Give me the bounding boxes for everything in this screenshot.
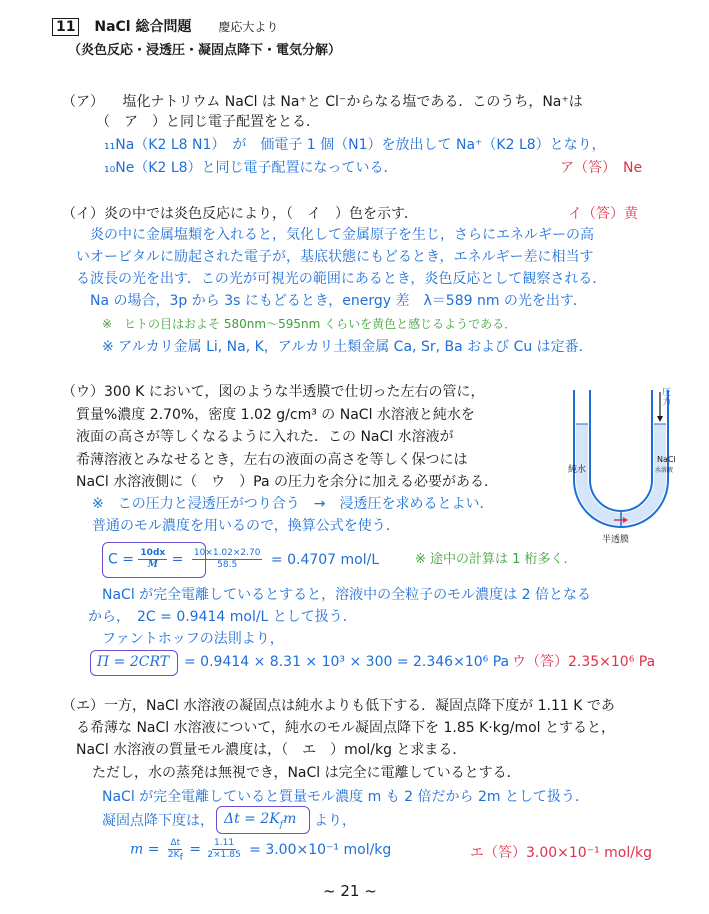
part-a-line2: （ ア ）と同じ電子配置をとる．: [96, 114, 320, 130]
part-e-line2: る希薄な NaCl 水溶液について，純水のモル凝固点降下を 1.85 K·kg/mol とすると，: [76, 720, 616, 736]
part-i-note2: ※ アルカリ金属 Li, Na, K，アルカリ土類金属 Ca, Sr, Ba および Cu は定番．: [102, 339, 593, 355]
part-u-line1: （ウ）300 K において，図のような半透膜で仕切った左右の管に，: [62, 384, 485, 400]
part-u-answer: ウ（答）2.35×10⁶ Pa: [512, 654, 656, 670]
part-i-expl3: る波長の光を出す．この光が可視光の範囲にあるとき，炎色反応として観察される．: [76, 271, 607, 287]
diagram-nacl-label: NaCl: [657, 455, 676, 464]
part-a-line1: （ア） 塩化ナトリウム NaCl は Na⁺と Cl⁻からなる塩である．このうち，Na⁺は: [62, 94, 583, 110]
diagram-membrane-label: 半透膜: [602, 535, 630, 545]
vant-hoff-formula: Π = 2CRT: [97, 654, 170, 670]
part-i-note1: ※ ヒトの目はおよそ 580nm〜595nm くらいを黄色と感じるようである．: [102, 317, 517, 331]
header: [52, 18, 278, 36]
part-i-expl2: いオービタルに励起された電子が，基底状態にもどるとき，エネルギー差に相当す: [76, 249, 594, 265]
diagram-nacl-sub-label: 水溶液: [655, 467, 674, 474]
problem-subtitle: （炎色反応・浸透圧・凝固点降下・電気分解）: [68, 43, 342, 58]
part-u-expl2: から， 2C = 0.9414 mol/L として扱う．: [88, 609, 357, 625]
part-i-line1: （イ）炎の中では炎色反応により，（ イ ）色を示す．: [62, 206, 418, 222]
freezing-formula-suffix: より，: [314, 813, 356, 829]
part-e-answer: エ（答）3.00×10⁻¹ mol/kg: [470, 845, 652, 861]
part-a-answer: ア（答） Ne: [560, 160, 643, 176]
part-u-note1: ※ この圧力と浸透圧がつり合う → 浸透圧を求めるとよい．: [92, 496, 494, 512]
part-e-line1: （エ）一方，NaCl 水溶液の凝固点は純水よりも低下する．凝固点降下度が 1.11 K であ: [62, 698, 615, 714]
problem-number: 11: [52, 18, 79, 36]
conversion-formula: C = $\frac{10dx}{M}$ = $\frac{10\times 1.02\times 2.70}{58.5}$ = 0.4707 mol/L: [108, 548, 380, 570]
problem-title: NaCl 総合問題: [94, 19, 192, 35]
part-i-answer: イ（答）黄: [568, 206, 638, 222]
part-e-line3: NaCl 水溶液の質量モル濃度は，（ エ ）mol/kg と求まる．: [76, 742, 467, 758]
part-u-line3: 液面の高さが等しくなるように入れた．この NaCl 水溶液が: [76, 429, 454, 445]
problem-source: 慶応大より: [218, 20, 279, 34]
part-e-expl2: 凝固点降下度は，: [102, 813, 214, 829]
part-e-expl1: NaCl が完全電離していると質量モル濃度 m も 2 倍だから 2m として扱う．: [102, 789, 589, 805]
page-number: ~ 21 ~: [323, 882, 377, 900]
diagram-pure-water-label: 純水: [568, 465, 587, 475]
part-a-expl2: ₁₀Ne（K2 L8）と同じ電子配置になっている．: [104, 160, 398, 176]
final-formula: m = $\frac{\Delta t}{2K_f}$ = $\frac{1.11}{2\times 1.85}$ = 3.00×10⁻¹ mol/kg: [130, 838, 392, 863]
part-u-line5: NaCl 水溶液側に（ ウ ）Pa の圧力を余分に加える必要がある．: [76, 474, 499, 490]
part-u-expl3: ファントホッフの法則より，: [102, 631, 284, 647]
part-i-expl1: 炎の中に金属塩類を入れると，気化して金属原子を生じ，さらにエネルギーの高: [90, 227, 594, 243]
part-u-line2: 質量%濃度 2.70%，密度 1.02 g/cm³ の NaCl 水溶液と純水を: [76, 407, 475, 423]
part-u-note2: 普通のモル濃度を用いるので，換算公式を使う．: [92, 518, 400, 534]
freezing-formula: $\Delta t = 2K_fm$: [224, 811, 297, 830]
diagram-pressure-label: 圧力: [662, 388, 672, 408]
vant-hoff-calc: = 0.9414 × 8.31 × 10³ × 300 = 2.346×10⁶ Pa: [184, 654, 510, 670]
part-u-expl1: NaCl が完全電離しているとすると，溶液中の全粒子のモル濃度は 2 倍となる: [102, 587, 591, 603]
part-e-line4: ただし，水の蒸発は無視でき，NaCl は完全に電離しているとする．: [92, 765, 521, 781]
calc-precision-note: ※ 途中の計算は 1 桁多く.: [415, 552, 568, 567]
part-i-expl4: Na の場合，3p から 3s にもどるとき，energy 差 λ＝589 nm の光を出す．: [90, 293, 587, 309]
part-u-line4: 希薄溶液とみなせるとき，左右の液面の高さを等しく保つには: [76, 452, 468, 468]
part-a-expl1: ₁₁Na（K2 L8 N1） が 価電子 1 個（N1）を放出して Na⁺（K2 L8）となり，: [104, 137, 606, 153]
